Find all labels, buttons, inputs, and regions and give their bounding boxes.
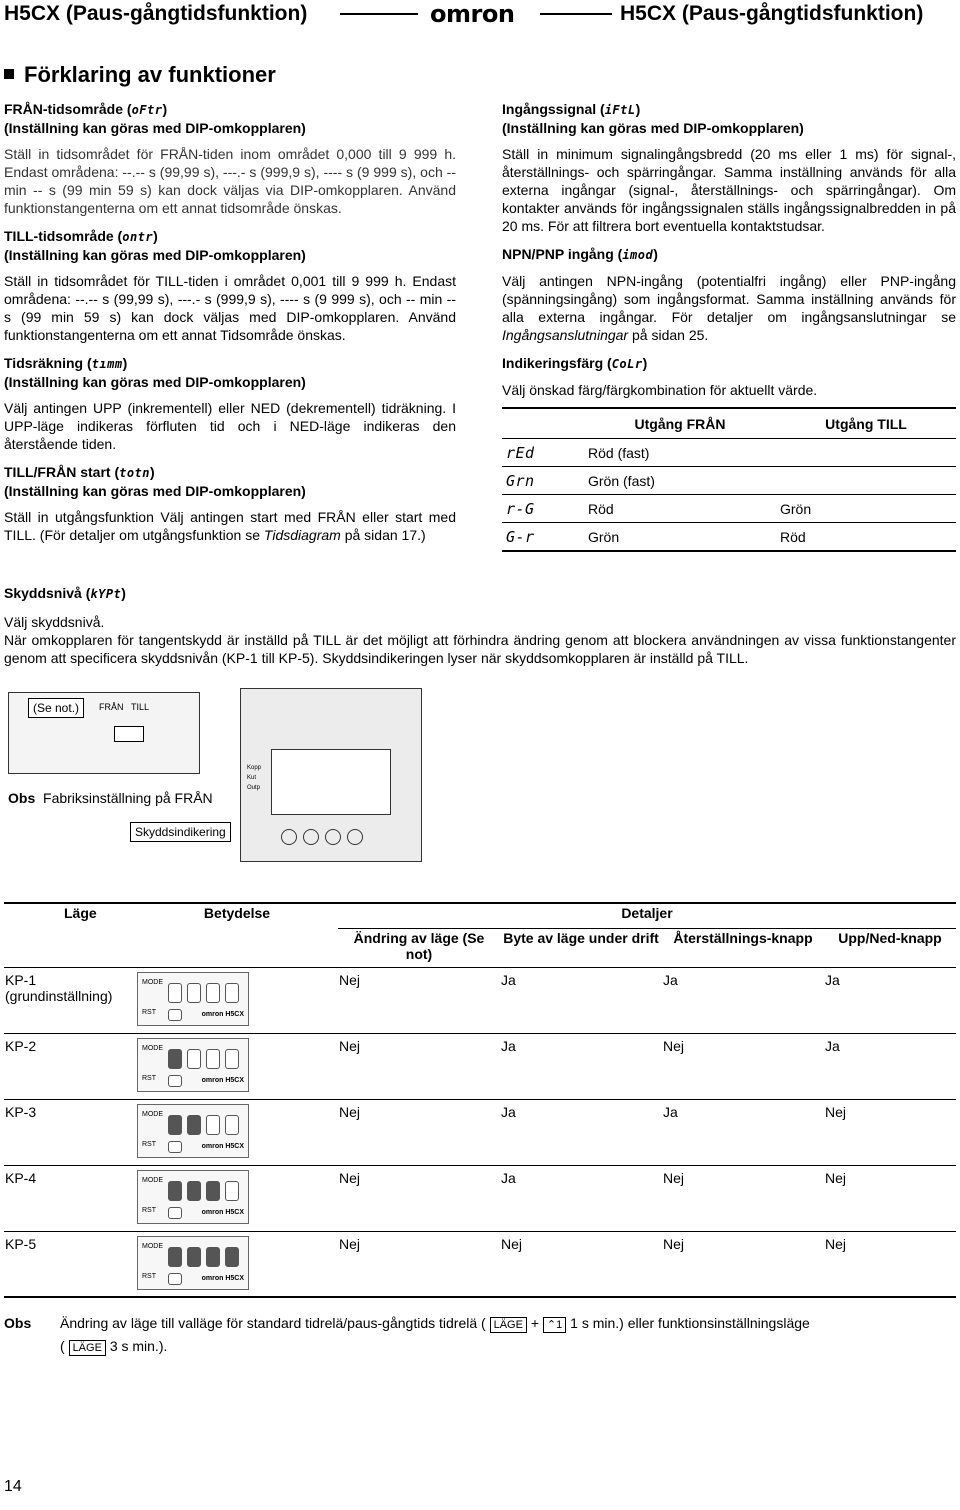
fran-body: Ställ in tidsområdet för FRÅN-tiden inom området 0,000 till 9 999 h. Endast områdena: --.-- s (99,99 s), ---.- s (999,9 s), ---- s (9 999 s), och -- min -- s (99 min 59 s) kan dock väljas via DIP-omkopplaren. Använd funktionstangenterna om ett annat tidsområde önskas.	[4, 146, 456, 216]
kp-cell: Nej	[339, 1169, 361, 1186]
header-rule-right	[540, 13, 612, 15]
table-row	[4, 1231, 956, 1297]
color-till	[776, 439, 956, 467]
kp-header-meaning: Betydelse	[203, 905, 271, 921]
obs-note: Obs Ändring av läge till valläge för standard tidrelä/paus-gångtids tidrelä ( LÄGE + ⌃1 1 s min.) eller funktionsinställningsläge ( LÄGE 3 s min.).	[4, 1315, 810, 1354]
up-key-icon: ⌃1	[543, 1317, 566, 1333]
kp-cell: Ja	[663, 1103, 678, 1120]
color-till: Röd	[780, 528, 806, 545]
kp-subheader: Återställnings-knapp	[673, 929, 813, 946]
color-fran: Grön (fast)	[588, 472, 655, 489]
lage-key-icon: LÄGE	[69, 1340, 106, 1356]
ingang-title: Ingångssignal (iFtL)	[502, 101, 641, 117]
farg-title: Indikeringsfärg (CoLr)	[502, 355, 648, 371]
kp-cell: Nej	[663, 1037, 685, 1054]
color-table-header: Utgång TILL	[825, 415, 907, 432]
kp-mode: KP-3	[5, 1103, 37, 1120]
header-right-title: H5CX (Paus-gångtidsfunktion)	[620, 2, 924, 25]
start-title: TILL/FRÅN start (totn)	[4, 464, 155, 480]
tids-title: Tidsräkning (tımm)	[4, 355, 128, 371]
kp-header-mode: Läge	[64, 905, 97, 921]
color-code: Grn	[506, 471, 535, 490]
note-callout: (Se not.)	[28, 698, 84, 718]
skydd-title: Skyddsnivå (kYPt)	[4, 585, 126, 601]
color-table-header: Utgång FRÅN	[634, 415, 726, 432]
bullet-square-icon	[4, 69, 14, 79]
npn-title: NPN/PNP ingång (imod)	[502, 246, 658, 262]
kp-cell: Nej	[825, 1235, 847, 1252]
color-till: Grön	[780, 500, 812, 517]
timer-device	[240, 688, 422, 862]
device-display	[271, 749, 391, 815]
till-title: TILL-tidsområde (ontr)	[4, 228, 158, 244]
kp-cell: Nej	[339, 1037, 361, 1054]
skydd-section	[4, 584, 956, 667]
color-code: r-G	[506, 499, 535, 518]
kp-mode: KP-5	[5, 1235, 37, 1252]
header-left-title: H5CX (Paus-gångtidsfunktion)	[4, 2, 308, 25]
kp-key-image: MODE RST omron H5CX	[137, 1104, 249, 1158]
skydd-line1: Välj skyddsnivå.	[4, 614, 105, 630]
omron-logo: omron	[430, 0, 515, 28]
kp-cell: Nej	[339, 1235, 361, 1252]
table-row	[4, 1165, 956, 1231]
kp-mode: KP-1 (grundinställning)	[5, 971, 113, 1004]
ingangsanslutningar-link: Ingångsanslutningar	[502, 327, 629, 343]
tids-subtitle: (Inställning kan göras med DIP-omkopplaren)	[4, 374, 306, 390]
kp-cell: Nej	[825, 1169, 847, 1186]
start-subtitle: (Inställning kan göras med DIP-omkopplaren)	[4, 483, 306, 499]
kp-mode: KP-2	[5, 1037, 37, 1054]
till-subtitle: (Inställning kan göras med DIP-omkopplaren)	[4, 247, 306, 263]
kp-mode: KP-4	[5, 1169, 37, 1186]
kp-key-image: MODE RST omron H5CX	[137, 972, 249, 1026]
device-labels: Kopp Kut Outp	[247, 765, 262, 791]
kp-subheader: Ändring av läge (Se not)	[353, 929, 485, 962]
till-label: TILL	[131, 702, 150, 712]
figure-obs: Obs Fabriksinställning på FRÅN	[8, 790, 213, 806]
kp-subheader: Upp/Ned-knapp	[838, 929, 942, 946]
kp-key-image: MODE RST omron H5CX	[137, 1170, 249, 1224]
skydd-callout: Skyddsindikering	[130, 822, 231, 842]
kp-cell: Nej	[339, 971, 361, 988]
tids-body: Välj antingen UPP (inkrementell) eller NED (dekrementell) tidräkning. I UPP-läge indikeras förfluten tid och i NED-läge indikeras den återstående tiden.	[4, 400, 456, 452]
color-code: rEd	[506, 443, 535, 462]
left-column	[4, 100, 456, 544]
kp-table	[4, 902, 956, 1298]
color-fran: Röd (fast)	[588, 444, 650, 461]
ingang-subtitle: (Inställning kan göras med DIP-omkopplaren)	[502, 120, 804, 136]
obs-label: Obs	[4, 1315, 32, 1331]
kp-cell: Ja	[663, 971, 678, 988]
color-table	[502, 407, 956, 552]
table-row	[4, 967, 956, 1033]
table-row	[4, 1033, 956, 1099]
kp-header-details: Detaljer	[338, 903, 956, 928]
start-body: Ställ in utgångsfunktion Välj antingen start med FRÅN eller start med TILL. (För detaljer om utgångsfunktion se Tidsdiagram på sidan 17.)	[4, 509, 456, 543]
table-row	[502, 495, 956, 523]
dip-switch	[114, 726, 144, 742]
table-row	[502, 439, 956, 467]
skydd-body: När omkopplaren för tangentskydd är inställd på TILL är det möjligt att förhindra ändring genom att blockera användningen av vissa funktionstangenter genom att specificera skyddsnivån (KP-1 till KP-5). Skyddsindikeringen lyser när skyddsomkopplaren är inställd på TILL.	[4, 632, 956, 666]
color-till	[776, 467, 956, 495]
kp-cell: Ja	[501, 971, 516, 988]
device-figure	[4, 688, 544, 868]
lage-key-icon: LÄGE	[490, 1317, 527, 1333]
kp-cell: Ja	[501, 1169, 516, 1186]
color-fran: Röd	[588, 500, 614, 517]
header-rule-left	[340, 13, 418, 15]
kp-cell: Ja	[825, 971, 840, 988]
fran-subtitle: (Inställning kan göras med DIP-omkopplaren)	[4, 120, 306, 136]
fran-label: FRÅN	[99, 702, 124, 712]
kp-cell: Nej	[663, 1235, 685, 1252]
kp-key-image: MODE RST omron H5CX	[137, 1038, 249, 1092]
kp-cell: Nej	[339, 1103, 361, 1120]
color-code: G-r	[506, 527, 535, 546]
npn-body: Välj antingen NPN-ingång (potentialfri ingång) eller PNP-ingång (spänningsingång) som ingångsformat. Samma inställning används för alla externa ingångar. För detaljer om ingångsanslutningar se Ingångsanslutningar på sidan 25.	[502, 273, 956, 343]
table-row	[502, 467, 956, 495]
kp-cell: Ja	[825, 1037, 840, 1054]
page-number: 14	[4, 1478, 22, 1495]
kp-key-image: MODE RST omron H5CX	[137, 1236, 249, 1290]
kp-cell: Ja	[501, 1103, 516, 1120]
kp-subheader: Byte av läge under drift	[503, 929, 659, 946]
color-table-header	[502, 408, 584, 439]
fran-title: FRÅN-tidsområde (oFtr)	[4, 101, 168, 117]
tidsdiagram-link: Tidsdiagram	[263, 527, 341, 543]
device-keys	[281, 829, 391, 849]
till-body: Ställ in tidsområdet för TILL-tiden i området 0,001 till 9 999 h. Endast områdena: --.-- s (99,99 s), ---.- s (999,9 s), ---- s (9 999 s), och -- min -- s (99 min 59 s) kan dock väljas med DIP-omkopplaren. Använd funktionstangenterna om ett annat Tidsområde önskas.	[4, 273, 456, 343]
table-row	[502, 523, 956, 552]
table-row	[4, 1099, 956, 1165]
kp-cell: Nej	[663, 1169, 685, 1186]
color-fran: Grön	[588, 528, 620, 545]
kp-cell: Ja	[501, 1037, 516, 1054]
kp-cell: Nej	[501, 1235, 523, 1252]
ingang-body: Ställ in minimum signalingångsbredd (20 ms eller 1 ms) för signal-, återställnings- och spärringångar. Samma inställning används för alla externa ingångar (signal-, återställnings- och spärringångar). Om kontakter används för ingångssignalen ställs ingångssignalbredden in på 20 ms. För att filtrera bort eventuella kontaktstudsar.	[502, 146, 956, 234]
kp-cell: Nej	[825, 1103, 847, 1120]
farg-body: Välj önskad färg/färgkombination för aktuellt värde.	[502, 382, 818, 398]
right-column	[502, 100, 956, 552]
section-title: Förklaring av funktioner	[4, 62, 276, 88]
